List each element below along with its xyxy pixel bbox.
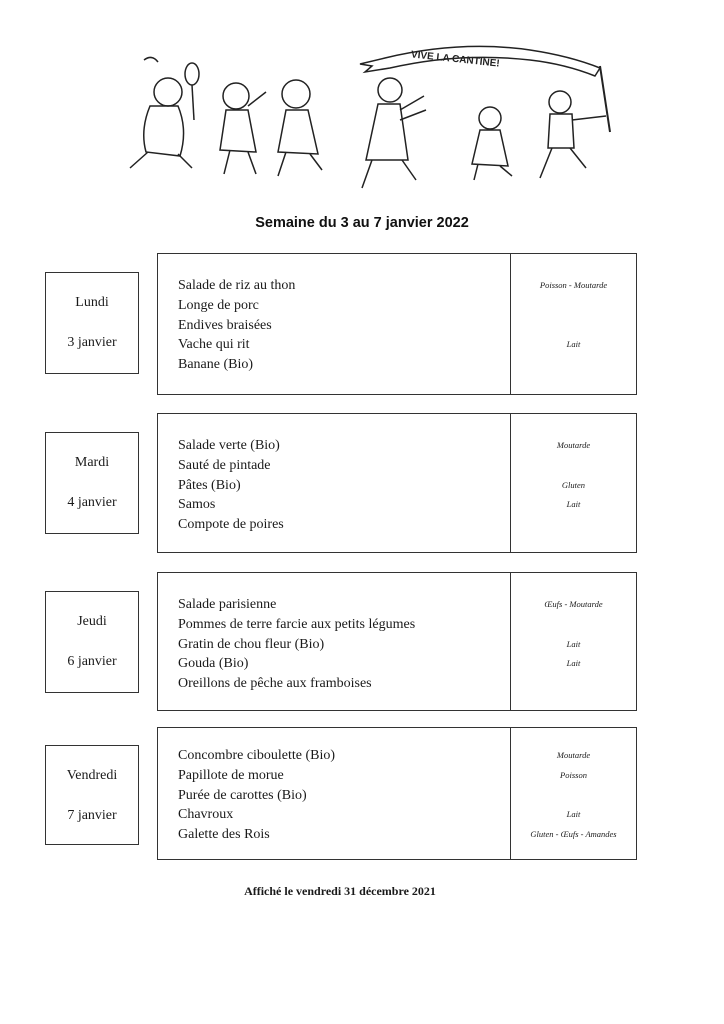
allergen-list (511, 746, 636, 845)
dish-item: Galette des Rois (178, 827, 270, 843)
allergen-item: Lait (566, 638, 581, 649)
dish-item: Salade de riz au thon (178, 278, 296, 293)
allergen-item: Lait (566, 499, 581, 510)
dish-item: Vache qui rit (178, 337, 250, 353)
dish-list (178, 276, 295, 375)
dish-item: Endives braisées (178, 317, 272, 333)
dish-item: Sauté de pintade (178, 457, 271, 473)
menu-box (157, 413, 637, 553)
day-date: 3 janvier (67, 335, 117, 350)
day-date: 7 janvier (67, 808, 117, 823)
dish-item: Gratin de chou fleur (Bio) (178, 636, 325, 652)
day-name: Mardi (74, 455, 110, 470)
page-title: Semaine du 3 au 7 janvier 2022 (255, 215, 469, 231)
allergen-item: Gluten (561, 479, 586, 490)
day-name: Jeudi (77, 614, 107, 629)
allergen-list (511, 436, 636, 535)
dish-list (178, 436, 284, 535)
menu-box (157, 572, 637, 711)
dish-list (178, 595, 415, 694)
posted-date: Affiché le vendredi 31 décembre 2021 (244, 884, 436, 898)
allergen-list (511, 276, 636, 375)
allergen-item (511, 786, 636, 806)
dish-item: Purée de carottes (Bio) (178, 787, 307, 803)
dish-item: Banane (Bio) (178, 357, 254, 373)
allergen-item: Lait (566, 809, 581, 820)
allergen-item: Lait (566, 339, 581, 350)
allergen-item (511, 355, 636, 375)
cantine-illustration (60, 40, 620, 200)
dish-item: Concombre ciboulette (Bio) (178, 748, 336, 763)
allergen-item (511, 456, 636, 476)
dish-item: Oreillons de pêche aux framboises (178, 676, 372, 692)
allergen-item: Poisson (560, 769, 587, 780)
dish-item: Gouda (Bio) (178, 656, 249, 672)
allergen-item: Œufs - Moutarde (544, 599, 603, 609)
dish-item: Longe de porc (178, 297, 259, 313)
allergen-item (511, 316, 636, 336)
dish-item: Salade verte (Bio) (178, 438, 280, 453)
dish-item: Pâtes (Bio) (178, 477, 241, 493)
menu-box (157, 253, 637, 395)
day-date: 6 janvier (67, 654, 117, 669)
dish-item: Papillote de morue (178, 767, 284, 783)
dish-item: Compote de poires (178, 517, 284, 533)
day-box (45, 591, 139, 693)
day-name: Vendredi (66, 768, 118, 783)
allergen-item (511, 515, 636, 535)
allergen-item (511, 674, 636, 694)
allergen-item (511, 615, 636, 635)
day-box (45, 432, 139, 534)
allergen-item: Moutarde (556, 440, 591, 450)
dish-item: Chavroux (178, 807, 234, 823)
dish-list (178, 746, 335, 845)
allergen-item: Gluten - Œufs - Amandes (530, 829, 617, 840)
allergen-list (511, 595, 636, 694)
day-box (45, 272, 139, 374)
allergen-item: Poisson - Moutarde (539, 280, 608, 290)
menu-box (157, 727, 637, 860)
allergen-item: Lait (566, 658, 581, 669)
day-date: 4 janvier (67, 495, 117, 510)
allergen-item (511, 296, 636, 316)
dish-item: Pommes de terre farcie aux petits légumes (178, 616, 416, 632)
banner-text: VIVE LA CANTINE! (410, 49, 501, 70)
dish-item: Salade parisienne (178, 597, 277, 612)
dish-item: Samos (178, 497, 216, 513)
allergen-item: Moutarde (556, 750, 591, 760)
day-name: Lundi (75, 295, 109, 310)
day-box (45, 745, 139, 845)
